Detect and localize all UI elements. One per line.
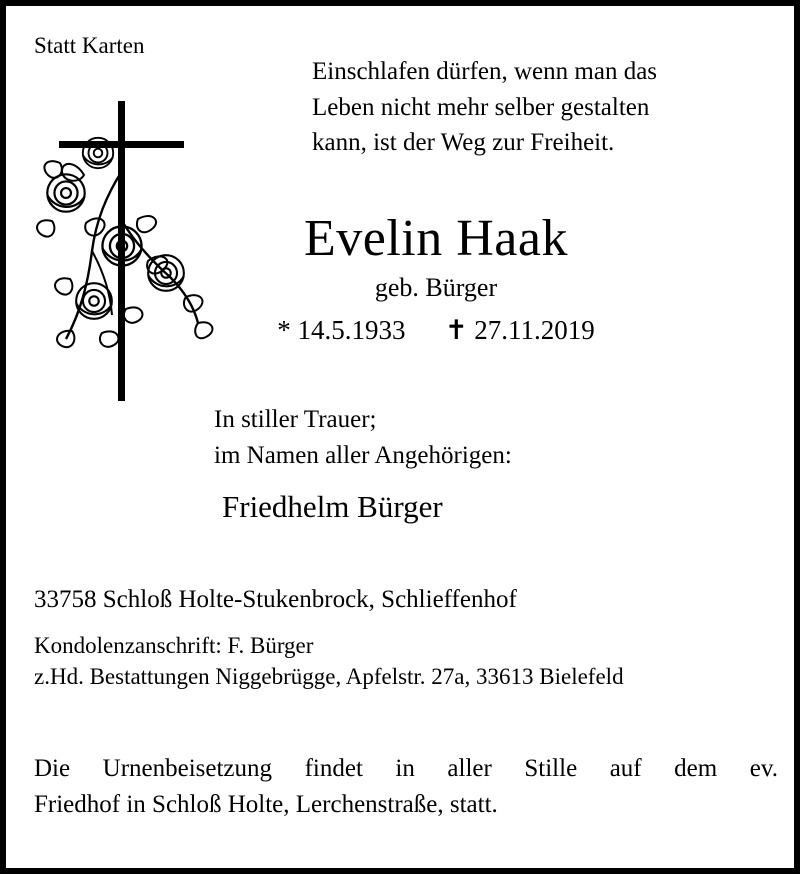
closing-block (34, 751, 778, 824)
verse-line-1: Einschlafen dürfen, wenn man das (312, 58, 658, 85)
deceased-block (196, 211, 676, 348)
address-block (34, 584, 778, 693)
deceased-maiden-name: geb. Bürger (374, 273, 498, 303)
closing-line-1: Die Urnenbeisetzung findet in aller Stille auf dem ev. (34, 755, 778, 782)
mourning-line-1: In stiller Trauer; (214, 406, 377, 433)
verse-block (312, 54, 782, 161)
address-line-2: Kondolenzanschrift: F. Bürger (34, 632, 314, 658)
mourning-line-2: im Namen aller Angehörigen: (214, 441, 512, 469)
birth-date: * 14.5.1933 (277, 314, 406, 345)
address-line-3: z.Hd. Bestattungen Niggebrügge, Apfelstr. 27a, 33613 Bielefeld (34, 664, 624, 690)
mourner-name: Friedhelm Bürger (222, 489, 443, 524)
deceased-dates (196, 313, 676, 348)
mourning-block (214, 402, 512, 473)
notice-inner (6, 6, 794, 868)
death-date: ✝ 27.11.2019 (444, 314, 595, 345)
verse-line-3: kann, ist der Weg zur Freiheit. (312, 129, 615, 156)
deceased-name: Evelin Haak (304, 210, 568, 267)
closing-line-2: Friedhof in Schloß Holte, Lerchenstraße, statt. (34, 791, 498, 819)
address-line-1: 33758 Schloß Holte-Stukenbrock, Schlieffenhof (34, 586, 517, 613)
header-note: Statt Karten (34, 33, 145, 58)
verse-line-2: Leben nicht mehr selber gestalten (312, 93, 650, 121)
